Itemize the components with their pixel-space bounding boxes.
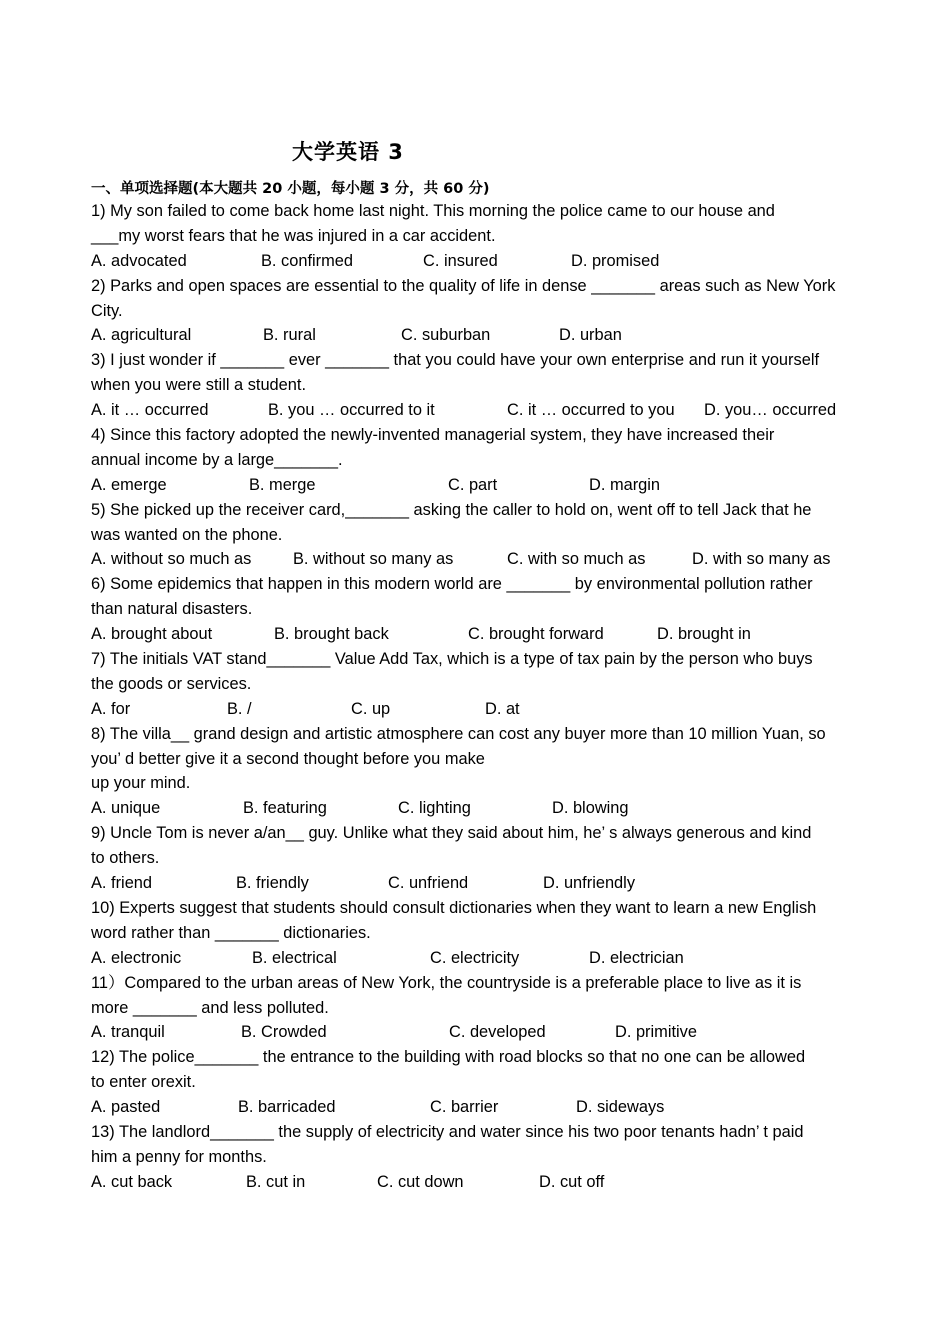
answer-option: A. tranquil — [91, 1023, 165, 1042]
question-text-line: to others. — [91, 849, 160, 868]
answer-option: C. brought forward — [468, 625, 604, 644]
answer-option: A. unique — [91, 799, 161, 818]
answer-option: B. rural — [263, 326, 316, 345]
answer-option: A. agricultural — [91, 326, 192, 345]
answer-option: A. friend — [91, 874, 153, 893]
answer-option: B. merge — [249, 475, 316, 494]
question-text-line: him a penny for months. — [91, 1147, 267, 1166]
answer-option: A. pasted — [91, 1098, 161, 1117]
question-text-line: City. — [91, 301, 123, 320]
answer-option: C. suburban — [401, 326, 491, 345]
answer-option: D. unfriendly — [543, 874, 636, 893]
answer-option: D. electrician — [589, 948, 684, 967]
answer-options — [91, 622, 866, 647]
question-text-line: to enter orexit. — [91, 1073, 196, 1092]
question-text-line: word rather than _______ dictionaries. — [91, 923, 371, 942]
question-text-line: 12) The police_______ the entrance to the building with road blocks so that no one can be allowed — [91, 1048, 806, 1067]
question-text-line: 9) Uncle Tom is never a/an__ guy. Unlike what they said about him, he’ s always generous and kind — [91, 824, 812, 843]
answer-option: C. lighting — [398, 799, 471, 818]
answer-option: A. for — [91, 699, 131, 718]
answer-option: A. electronic — [91, 948, 182, 967]
answer-option: D. primitive — [615, 1023, 697, 1042]
answer-option: A. brought about — [91, 625, 213, 644]
question-text-line: 10) Experts suggest that students should consult dictionaries when they want to learn a new English — [91, 898, 817, 917]
question-item — [91, 647, 866, 722]
question-item — [91, 348, 866, 423]
question-list — [91, 199, 866, 1195]
answer-option: C. developed — [449, 1023, 546, 1042]
answer-option: B. Crowded — [241, 1023, 327, 1042]
question-item — [91, 1045, 866, 1120]
answer-options — [91, 946, 866, 971]
answer-option: C. up — [351, 699, 391, 718]
question-text-line: the goods or services. — [91, 674, 252, 693]
answer-option: B. brought back — [274, 625, 389, 644]
question-text-line: 2) Parks and open spaces are essential to the quality of life in dense _______ areas such as New York — [91, 276, 836, 295]
question-item — [91, 572, 866, 647]
answer-option: A. it … occurred — [91, 401, 209, 420]
question-text-line: was wanted on the phone. — [91, 525, 283, 544]
question-text-line: up your mind. — [91, 774, 191, 793]
answer-options — [91, 1020, 866, 1045]
answer-option: A. advocated — [91, 251, 187, 270]
question-item — [91, 821, 866, 896]
answer-option: C. cut down — [377, 1172, 464, 1191]
answer-options — [91, 249, 866, 274]
answer-option: C. it … occurred to you — [507, 401, 675, 420]
question-item — [91, 1120, 866, 1195]
section-heading: 一、单项选择题(本大题共 20 小题，每小题 3 分，共 60 分) — [91, 181, 490, 197]
answer-options — [91, 796, 866, 821]
question-text-line: 4) Since this factory adopted the newly-invented managerial system, they have increased their — [91, 426, 775, 445]
answer-options — [91, 547, 866, 572]
answer-option: B. / — [227, 699, 252, 718]
question-text-line: 11）Compared to the urban areas of New York, the countryside is a preferable place to live as it is — [91, 973, 802, 992]
answer-options — [91, 1095, 866, 1120]
answer-option: D. urban — [559, 326, 622, 345]
question-text-line: more _______ and less polluted. — [91, 998, 329, 1017]
answer-option: D. margin — [589, 475, 661, 494]
answer-option: C. unfriend — [388, 874, 469, 893]
question-text-line: when you were still a student. — [91, 376, 307, 395]
question-text-line: you’ d better give it a second thought before you make — [91, 749, 485, 768]
answer-option: A. emerge — [91, 475, 167, 494]
question-text-line: 8) The villa__ grand design and artistic atmosphere can cost any buyer more than 10 million Yuan, so — [91, 724, 826, 743]
question-text-line: 5) She picked up the receiver card,_______ asking the caller to hold on, went off to tell Jack that he — [91, 500, 812, 519]
answer-options — [91, 323, 866, 348]
answer-option: C. with so much as — [507, 550, 646, 569]
answer-option: D. you… occurred — [704, 401, 837, 420]
answer-option: D. at — [485, 699, 520, 718]
answer-option: C. electricity — [430, 948, 520, 967]
answer-option: D. promised — [571, 251, 660, 270]
answer-option: B. you … occurred to it — [268, 401, 435, 420]
answer-option: B. without so many as — [293, 550, 454, 569]
question-item — [91, 722, 866, 822]
answer-option: A. without so much as — [91, 550, 252, 569]
answer-options — [91, 871, 866, 896]
answer-option: B. confirmed — [261, 251, 354, 270]
answer-option: D. brought in — [657, 625, 751, 644]
answer-option: B. electrical — [252, 948, 337, 967]
answer-option: B. cut in — [246, 1172, 306, 1191]
question-text-line: ___my worst fears that he was injured in a car accident. — [91, 226, 496, 245]
question-item — [91, 896, 866, 971]
question-item — [91, 971, 866, 1046]
question-text-line: 1) My son failed to come back home last night. This morning the police came to our house and — [91, 202, 775, 220]
question-text-line: 6) Some epidemics that happen in this modern world are _______ by environmental pollution rather — [91, 575, 813, 594]
answer-option: B. featuring — [243, 799, 327, 818]
question-text-line: than natural disasters. — [91, 600, 253, 619]
question-text-line: 3) I just wonder if _______ ever _______ that you could have your own enterprise and run it yourself — [91, 351, 820, 370]
question-item — [91, 423, 866, 498]
answer-option: C. part — [448, 475, 498, 494]
answer-option: B. friendly — [236, 874, 309, 893]
question-item — [91, 199, 866, 274]
question-item — [91, 498, 866, 573]
answer-option: B. barricaded — [238, 1098, 336, 1117]
answer-option: C. barrier — [430, 1098, 499, 1117]
answer-options — [91, 697, 866, 722]
question-text-line: 13) The landlord_______ the supply of electricity and water since his two poor tenants hadn’ t paid — [91, 1122, 804, 1141]
answer-option: C. insured — [423, 251, 498, 270]
question-text-line: 7) The initials VAT stand_______ Value Add Tax, which is a type of tax pain by the person who buys — [91, 650, 813, 669]
answer-option: D. with so many as — [692, 550, 831, 569]
question-text-line: annual income by a large_______. — [91, 450, 343, 469]
document-title: 大学英语 3 — [292, 140, 404, 164]
answer-options — [91, 473, 866, 498]
answer-options — [91, 1170, 866, 1195]
question-item — [91, 274, 866, 349]
answer-option: A. cut back — [91, 1172, 173, 1191]
answer-option: D. cut off — [539, 1172, 605, 1191]
answer-options — [91, 398, 866, 423]
answer-option: D. sideways — [576, 1098, 665, 1117]
answer-option: D. blowing — [552, 799, 629, 818]
